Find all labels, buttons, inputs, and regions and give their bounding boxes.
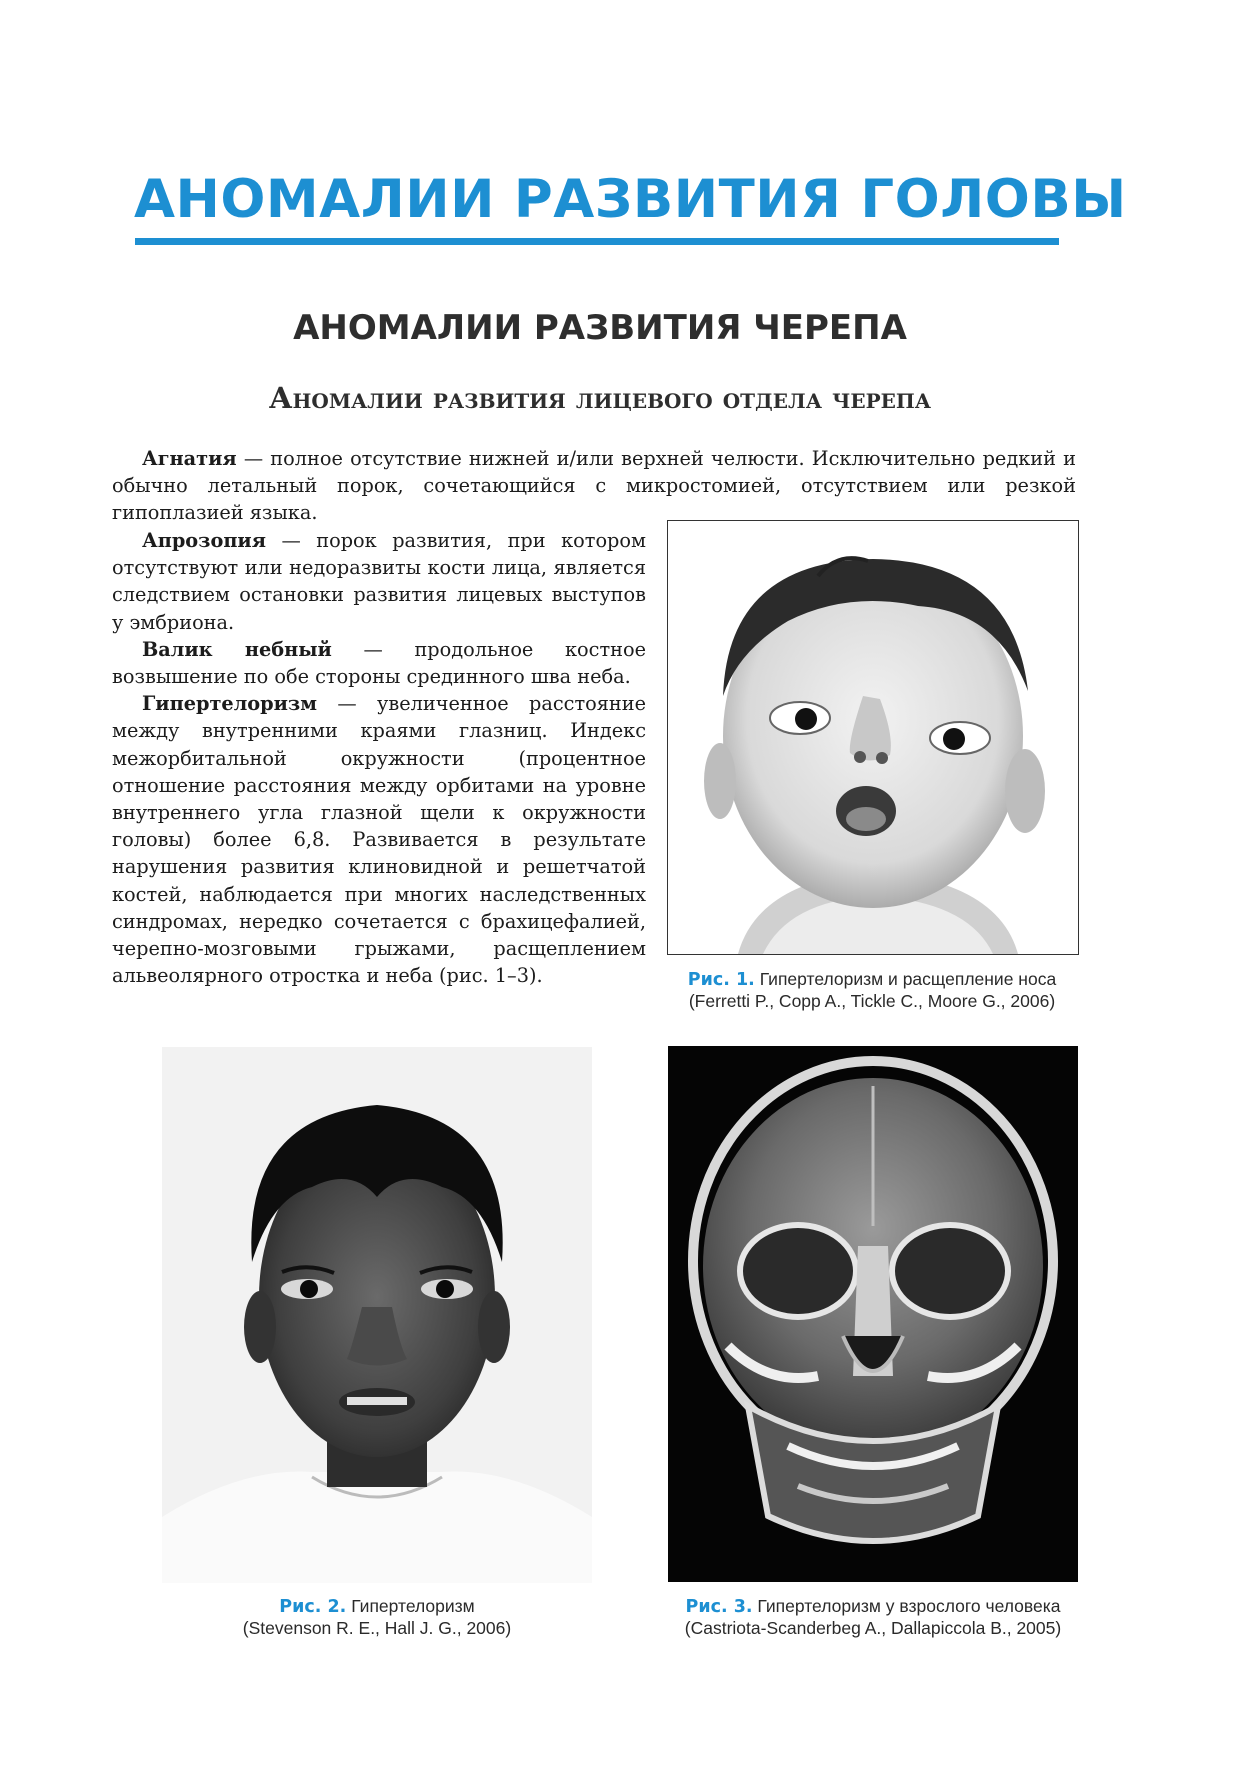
paragraph-aprosopia — [112, 527, 646, 636]
figure-caption-text: Гипертелоризм у взрослого человека — [752, 1596, 1061, 1616]
term-name: Валик небный — [142, 637, 332, 661]
figure-source: (Castriota-Scanderbeg A., Dallapiccola B., 2005) — [684, 1618, 1062, 1638]
title-underline — [135, 238, 1059, 245]
term-name: Апрозопия — [142, 529, 266, 552]
figure-2-caption — [162, 1596, 592, 1639]
subsection-title: Аномалии развития лицевого отдела черепа — [268, 381, 932, 415]
term-definition: — увеличенное расстояние между внутренними краями глазниц. Индекс межорбитальной окружности (процентное отношение расстояния между орбитами на уровне внутреннего угла глазной щели к окружности головы) более 6,8. Развивается в результате нарушения развития клиновидной и решетчатой костей, наблюдается при многих наследственных синдромах, нередко сочетается с брахицефалией, черепно-мозговыми грыжами, расщеплением альвеолярного отростка и неба (рис. 1–3). — [112, 692, 646, 988]
paragraph-palatal-ridge — [112, 636, 646, 690]
figure-source: (Stevenson R. E., Hall J. G., 2006) — [242, 1618, 512, 1638]
figure-3-caption — [655, 1596, 1091, 1639]
chapter-title: АНОМАЛИИ РАЗВИТИЯ ГОЛОВЫ — [134, 169, 1127, 230]
paragraph-agnathia — [112, 445, 1076, 527]
term-definition: — продольное костное возвышение по обе стороны срединного шва неба. — [112, 637, 646, 689]
figure-1-caption — [667, 969, 1077, 1012]
term-name: Гипертелоризм — [142, 692, 317, 716]
infant-face-photo-icon — [668, 521, 1078, 954]
term-definition: — порок развития, при котором отсутствуют или недоразвиты кости лица, является следствием остановки развития лицевых выступов у эмбриона. — [112, 529, 646, 634]
figure-label: Рис. 3. — [685, 1597, 753, 1617]
term-definition: — полное отсутствие нижней и/или верхней челюсти. Исключительно редкий и обычно летальный порок, сочетающийся с микростомией, отсутствием или резкой гипоплазией языка. — [112, 447, 1076, 525]
section-title: АНОМАЛИИ РАЗВИТИЯ ЧЕРЕПА — [293, 308, 907, 348]
paragraph-hypertelorism — [112, 690, 646, 989]
figure-caption-text: Гипертелоризм и расщепление носа — [754, 969, 1057, 989]
boy-face-photo-icon — [162, 1047, 592, 1583]
term-name: Агнатия — [142, 447, 237, 470]
figure-source: (Ferretti P., Copp A., Tickle C., Moore G., 2006) — [688, 991, 1056, 1011]
figure-label: Рис. 1. — [687, 970, 755, 990]
skull-xray-icon — [668, 1046, 1078, 1582]
figure-label: Рис. 2. — [279, 1597, 347, 1617]
figure-2-image — [162, 1047, 592, 1583]
figure-1-image — [667, 520, 1079, 955]
figure-3-image — [668, 1046, 1078, 1582]
figure-caption-text: Гипертелоризм — [346, 1596, 475, 1616]
text-column — [112, 527, 646, 989]
